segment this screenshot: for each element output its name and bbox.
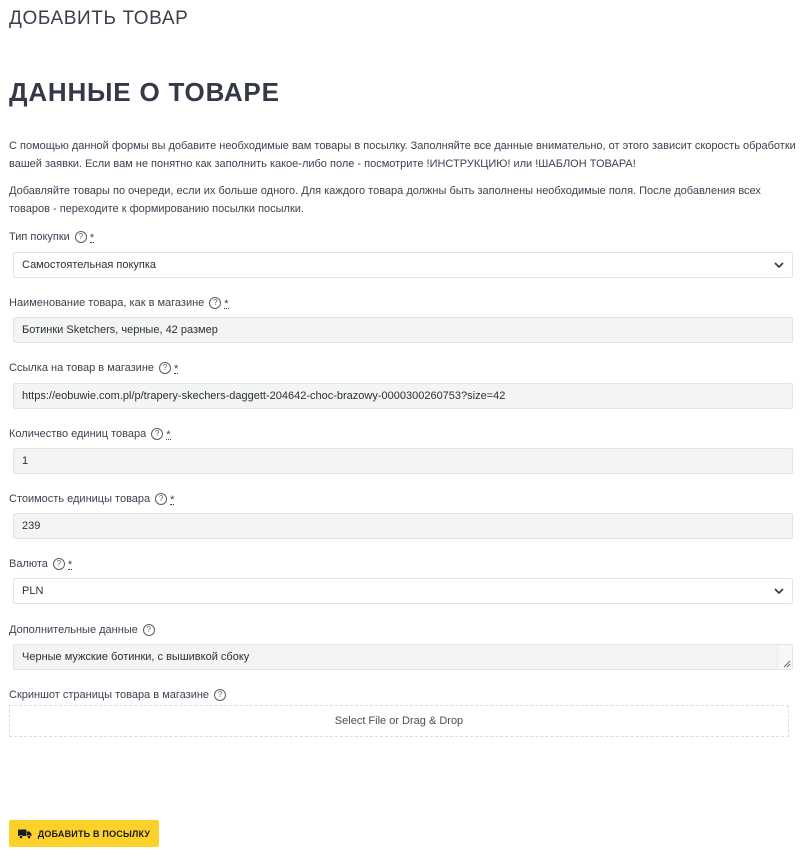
help-icon[interactable]: ? xyxy=(143,624,155,636)
unit-price-input[interactable] xyxy=(13,513,793,539)
required-marker: * xyxy=(166,428,171,441)
product-name-label xyxy=(9,297,229,309)
product-link-label xyxy=(9,362,178,374)
input-value: 239 xyxy=(22,520,41,532)
button-label: ДОБАВИТЬ В ПОСЫЛКУ xyxy=(37,828,151,839)
label-text: Стоимость единицы товара xyxy=(9,493,151,505)
currency-select[interactable] xyxy=(13,578,793,604)
chevron-down-icon xyxy=(774,586,784,596)
section-title: ДАННЫЕ О ТОВАРЕ xyxy=(9,77,280,107)
selected-value: PLN xyxy=(22,585,44,597)
textarea-value: Черные мужские ботинки, с вышивкой сбоку xyxy=(22,651,250,663)
label-text: Наименование товара, как в магазине xyxy=(9,297,205,309)
required-marker: * xyxy=(170,493,175,506)
label-text: Количество единиц товара xyxy=(9,428,147,440)
additional-info-label xyxy=(9,624,155,636)
purchase-type-select[interactable] xyxy=(13,252,793,278)
quantity-input[interactable] xyxy=(13,448,793,474)
input-value: 1 xyxy=(22,455,29,467)
help-icon[interactable]: ? xyxy=(53,558,65,570)
help-icon[interactable]: ? xyxy=(159,362,171,374)
quantity-label xyxy=(9,428,171,440)
help-icon[interactable]: ? xyxy=(209,297,221,309)
label-text: Ссылка на товар в магазине xyxy=(9,362,155,374)
required-marker: * xyxy=(224,297,229,310)
page-header: ДОБАВИТЬ ТОВАР xyxy=(9,8,189,29)
product-name-input[interactable] xyxy=(13,317,793,343)
additional-info-textarea[interactable] xyxy=(13,644,793,670)
help-icon[interactable]: ? xyxy=(214,689,226,701)
label-text: Тип покупки xyxy=(9,231,70,243)
required-marker: * xyxy=(67,558,73,571)
required-marker: * xyxy=(89,231,95,244)
help-icon[interactable]: ? xyxy=(151,428,163,440)
unit-price-label xyxy=(9,493,174,505)
resize-grip-icon[interactable] xyxy=(781,658,791,668)
intro-paragraph: Добавляйте товары по очереди, если их больше одного. Для каждого товара должны быть заполнены необходимые поля. После добавления всех товаров - переходите к формированию посылки посылки. xyxy=(9,185,761,215)
add-to-parcel-button[interactable] xyxy=(9,820,159,847)
screenshot-label xyxy=(9,689,226,701)
required-marker: * xyxy=(174,362,179,375)
product-link-input[interactable] xyxy=(13,383,793,409)
help-icon[interactable]: ? xyxy=(155,493,167,505)
truck-icon xyxy=(18,829,32,839)
purchase-type-label xyxy=(9,231,94,243)
label-text: Валюта xyxy=(9,558,48,570)
intro-paragraph: С помощью данной формы вы добавите необходимые вам товары в посылку. Заполняйте все данные внимательно, от этого зависит скорость обработки вашей заявки. Если вам не понятно как заполнить какое-либо поле - посмотрите !ИНСТРУКЦИЮ! или !ШАБЛОН ТОВАРА! xyxy=(9,140,796,170)
input-value: Ботинки Sketchers, черные, 42 размер xyxy=(22,324,218,336)
help-icon[interactable]: ? xyxy=(75,231,87,243)
input-value: https://eobuwie.com.pl/p/trapery-skechers-daggett-204642-choc-brazowy-0000300260753?size=42 xyxy=(22,390,506,402)
screenshot-dropzone[interactable] xyxy=(9,705,789,737)
dropzone-text: Select File or Drag & Drop xyxy=(334,715,464,727)
label-text: Дополнительные данные xyxy=(9,624,138,636)
chevron-down-icon xyxy=(774,260,784,270)
selected-value: Самостоятельная покупка xyxy=(22,259,157,271)
currency-label xyxy=(9,558,72,570)
label-text: Скриншот страницы товара в магазине xyxy=(9,689,210,701)
